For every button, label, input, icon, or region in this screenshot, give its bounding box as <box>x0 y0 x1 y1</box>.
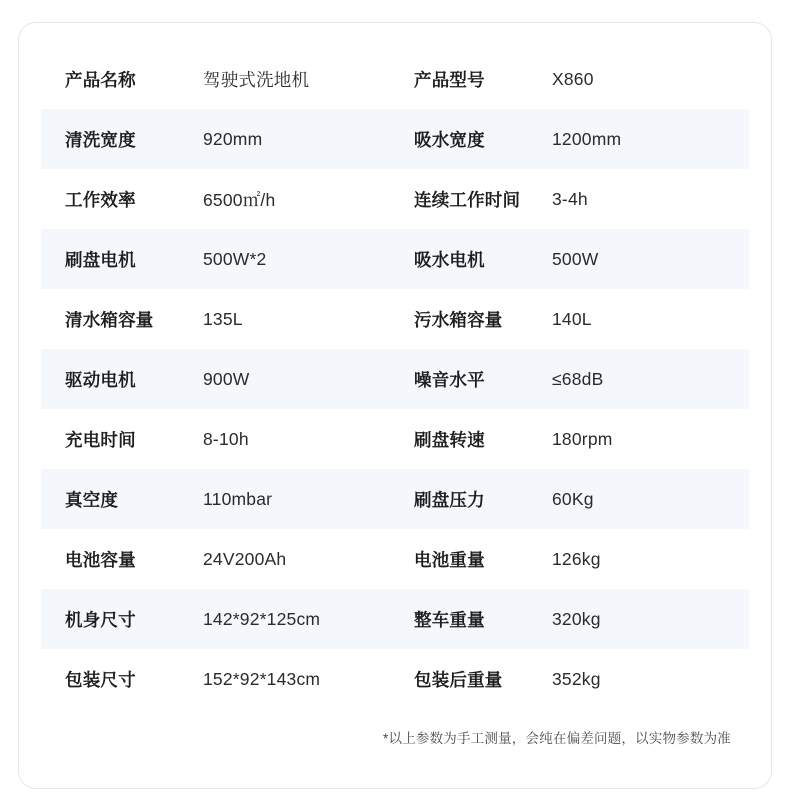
table-row <box>41 229 749 289</box>
spec-label: 刷盘电机 <box>65 249 136 270</box>
spec-label: 工作效率 <box>65 189 136 210</box>
spec-label: 产品名称 <box>65 69 136 90</box>
spec-value: 8-10h <box>203 428 249 449</box>
spec-label: 充电时间 <box>65 429 136 450</box>
table-row <box>41 349 749 409</box>
table-row <box>41 109 749 169</box>
spec-label: 刷盘压力 <box>414 489 485 510</box>
spec-value: 920mm <box>203 128 263 149</box>
spec-label: 真空度 <box>65 489 119 510</box>
table-row <box>41 589 749 649</box>
spec-value: 110mbar <box>203 488 273 509</box>
specifications-table <box>41 49 749 709</box>
footnote-text: *以上参数为手工测量，会纯在偏差问题，以实物参数为准 <box>383 731 731 746</box>
table-row <box>41 409 749 469</box>
table-row <box>41 289 749 349</box>
spec-label: 刷盘转速 <box>414 429 485 450</box>
table-row <box>41 529 749 589</box>
spec-label: 包装尺寸 <box>65 669 136 690</box>
spec-value: 352kg <box>552 668 601 689</box>
spec-value: 1200mm <box>552 128 622 149</box>
spec-label: 连续工作时间 <box>414 189 521 210</box>
spec-label: 整车重量 <box>414 609 485 630</box>
spec-value: 152*92*143cm <box>203 668 321 689</box>
table-row <box>41 49 749 109</box>
spec-card <box>18 22 772 789</box>
table-row <box>41 469 749 529</box>
spec-label: 包装后重量 <box>414 669 503 690</box>
spec-label: 污水箱容量 <box>414 309 503 330</box>
spec-value: 3-4h <box>552 188 588 209</box>
spec-label: 吸水电机 <box>414 249 485 270</box>
spec-value: 320kg <box>552 608 601 629</box>
spec-label: 电池重量 <box>414 549 485 570</box>
spec-value: 142*92*125cm <box>203 608 321 629</box>
spec-value: 6500㎡/h <box>203 189 276 210</box>
spec-value: X860 <box>552 68 594 89</box>
spec-value: 140L <box>552 308 592 329</box>
spec-label: 驱动电机 <box>65 369 136 390</box>
spec-label: 清洗宽度 <box>65 129 136 150</box>
spec-value: 60Kg <box>552 488 594 509</box>
spec-value: 500W <box>552 248 599 269</box>
spec-value: 500W*2 <box>203 248 267 269</box>
spec-label: 噪音水平 <box>414 369 485 390</box>
spec-value: 135L <box>203 308 243 329</box>
spec-label: 产品型号 <box>414 69 485 90</box>
spec-value: 24V200Ah <box>203 548 287 569</box>
spec-value: ≤68dB <box>552 368 604 389</box>
spec-value: 900W <box>203 368 250 389</box>
spec-value: 126kg <box>552 548 601 569</box>
spec-value: 驾驶式洗地机 <box>203 69 310 90</box>
spec-label: 清水箱容量 <box>65 309 154 330</box>
spec-value: 180rpm <box>552 428 613 449</box>
spec-label: 机身尺寸 <box>65 609 136 630</box>
spec-label: 电池容量 <box>65 549 136 570</box>
spec-table-body <box>41 49 749 709</box>
spec-label: 吸水宽度 <box>414 129 485 150</box>
table-row <box>41 649 749 709</box>
table-row <box>41 169 749 229</box>
